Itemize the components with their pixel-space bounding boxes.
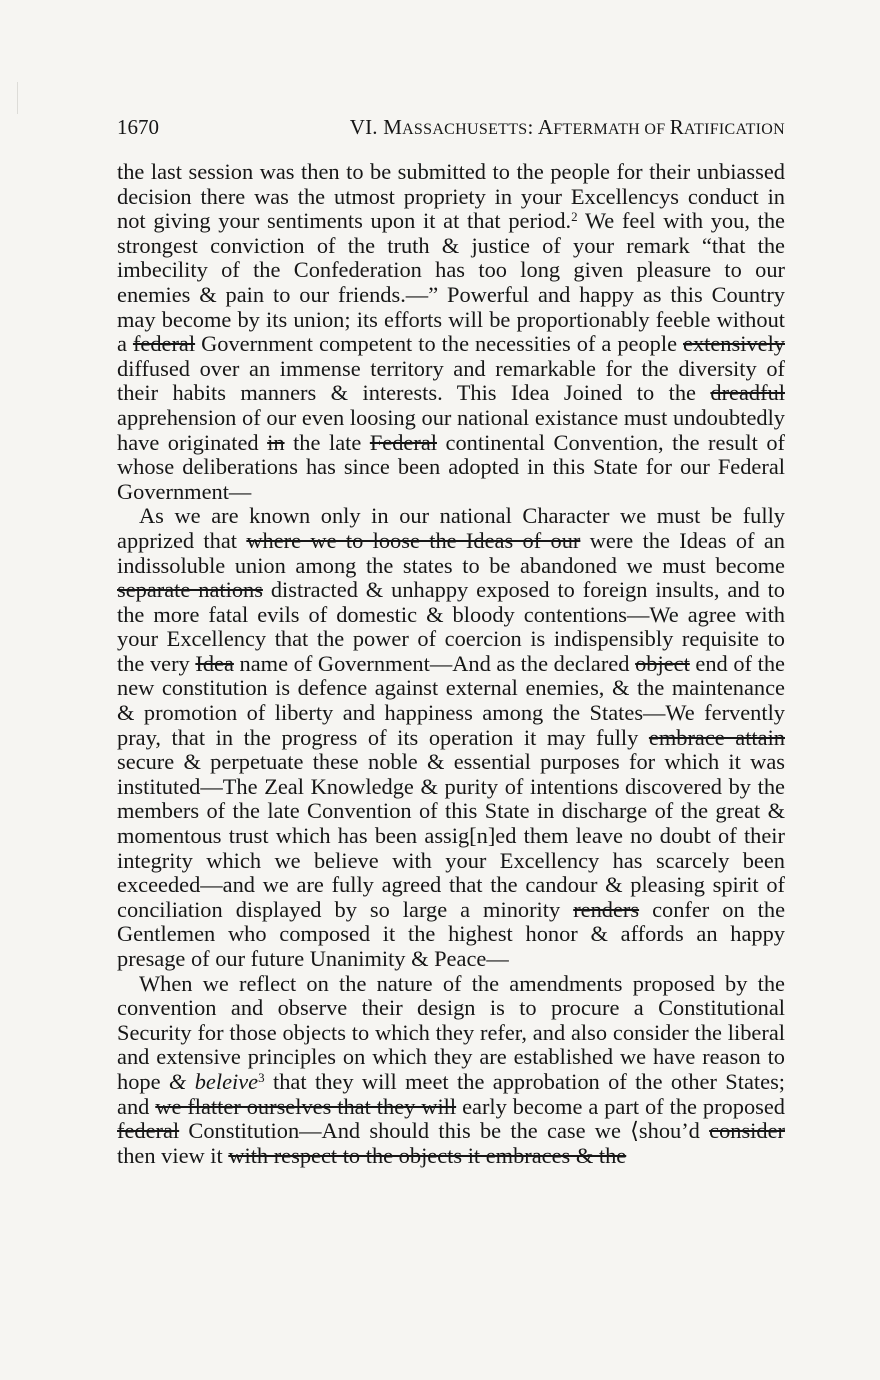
footnote-ref-3: 3 [258,1069,265,1085]
scan-margin-mark [17,82,18,114]
deletion: object [635,650,690,676]
running-head-initial-1: M [383,115,403,139]
running-head-rest-3: ATIFICATION [683,121,785,138]
deletion: federal [117,1118,180,1144]
deletion: extensively [683,331,785,357]
deletion: in [267,429,285,455]
running-head-separator: : [527,115,538,139]
deletion: where we to loose the Ideas of our [246,527,581,553]
para2-text-3: distracted & unhappy exposed to foreign insults, and to the more fatal evils of domestic & bloody contentions—We agree with your Excellency that the power of coercion is indispensibly requisite to the very [117,577,785,676]
deletion: dreadful [710,380,785,406]
para2-text-7: confer on the Gentlemen who composed it the highest honor & affords an happy presage of our future Unanimity & Peace— [117,896,786,971]
para1-text-1: the last session was then to be submitted to the people for their unbiassed decision there was the utmost propriety in your Excellencys conduct in not giving your sentiments upon it at that period. [117,159,785,234]
para3-text-4: Constitution—And should this be the case we ⟨shou’d [179,1118,710,1144]
body-text [117,160,785,1168]
deletion: Federal [369,429,437,455]
paragraph-1 [117,160,785,504]
para2-text-2: were the Ideas of an indissoluble union among the states to be abandoned we must become [117,527,785,578]
para3-text-1: When we reflect on the nature of the amendments proposed by the convention and observe their design is to procure a Constitutional Security for those objects to which they refer, and also consider the liberal and extensive principles on which they are established we have reason to hope [117,970,785,1094]
running-head [350,113,785,144]
para3-text-3: early become a part of the proposed [456,1093,785,1119]
deletion: we flatter ourselves that they will [155,1093,457,1119]
page-number: 1670 [117,115,159,139]
para1-text-5: apprehension of our even loosing our national existance must undoubtedly have originated [117,404,785,455]
para1-text-6: the late [284,429,370,455]
deletion: with respect to the objects it embraces & the [228,1142,627,1168]
deletion: renders [573,896,640,922]
paragraph-2 [117,504,785,971]
deletion: separate nations [117,577,263,603]
para2-text-6: secure & perpetuate these noble & essential purposes for which it was instituted—The Zeal Knowledge & purity of intentions discovered by the members of the late Convention of this State in discharge of the great & momentous trust which has been assig[n]ed them leave no doubt of their integrity which we believe with your Excellency has scarcely been exceeded—and we are fully agreed that the candour & pleasing spirit of conciliation displayed by so large a minority [117,749,785,922]
running-head-rest-1: ASSACHUSETTS [402,121,528,138]
paragraph-3 [117,972,785,1169]
deletion: federal [132,331,196,357]
para3-text-2: that they will meet the approbation of the other States; and [117,1068,786,1119]
running-head-prefix: VI. [349,115,384,139]
running-head-initial-3: R [669,115,684,139]
italic-insertion: & beleive [168,1068,259,1094]
para3-text-5: then view it [117,1142,229,1168]
deletion: consider [709,1118,785,1144]
para2-text-4: name of Government—And as the declared [233,650,636,676]
page-header [117,113,785,141]
para1-text-2: We feel with you, the strongest conviction of the truth & justice of your remark “that the imbecility of the Confederation has too long given pleasure to our enemies & pain to our friends.—” Powerful and happy as this Country may become by its union; its efforts will be proportionably feeble without a [117,208,785,357]
deletion: embrace attain [648,724,785,750]
running-head-initial-2: A [537,115,554,139]
para1-text-3: Government competent to the necessities of a people [195,331,684,357]
para2-text-5: end of the new constitution is defence against external enemies, & the maintenance & promotion of liberty and happiness among the States—We fervently pray, that in the progress of its operation it may fully [117,650,785,750]
footnote-ref-2: 2 [571,209,578,225]
para1-text-4: diffused over an immense territory and remarkable for the diversity of their habits manners & interests. This Idea Joined to the [117,355,785,406]
running-head-rest-2: FTERMATH OF [553,121,670,138]
deletion: Idea [195,650,234,676]
para1-text-7: continental Convention, the result of whose deliberations has since been adopted in this State for our Federal Government— [117,429,785,504]
para2-text-1: As we are known only in our national Character we must be fully apprized that [117,503,785,553]
